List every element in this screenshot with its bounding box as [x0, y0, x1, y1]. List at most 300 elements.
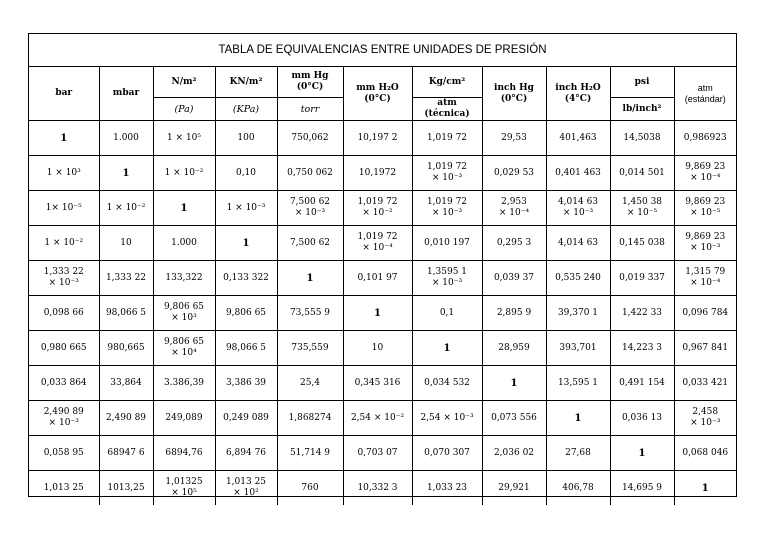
cell-value: 1.000: [171, 237, 197, 248]
table-cell: [674, 121, 736, 156]
cell-value: 2,54 × 10⁻³: [420, 412, 474, 423]
table-cell: [277, 156, 343, 191]
table-cell: [546, 296, 610, 331]
table-cell: [482, 121, 546, 156]
table-row: [29, 436, 736, 471]
cell-value: 1,450 38: [621, 197, 663, 207]
cell-value: 0,036 13: [621, 412, 663, 423]
header-cell: mm Hg (0°C): [277, 67, 343, 98]
cell-value: 0,1: [439, 307, 455, 318]
cell-value: 2,490 89: [105, 412, 147, 423]
cell-value: 1: [306, 272, 314, 284]
table-cell: [546, 121, 610, 156]
cell-value: 4,014 63: [557, 197, 599, 207]
cell-value: 1: [374, 307, 381, 319]
cell-value: 1013,25: [107, 482, 145, 493]
table-row: [29, 401, 736, 436]
cell-value: 0,101 97: [357, 272, 398, 283]
table-cell: [153, 226, 215, 261]
cell-value: 1,315 79: [685, 267, 726, 277]
table-cell: [215, 471, 277, 506]
cell-value: 1,013 25: [225, 477, 267, 487]
cell-value: 9,869 23: [685, 197, 726, 207]
header-subcell: atm (técnica): [412, 98, 482, 121]
cell-value: 1,01325: [165, 477, 203, 487]
cell-exponent: × 10⁻³: [48, 278, 79, 288]
table-cell: [29, 401, 99, 436]
table-cell: [277, 296, 343, 331]
table-cell: [29, 191, 99, 226]
table-cell: [343, 366, 412, 401]
cell-exponent: × 10²: [233, 488, 259, 498]
cell-value: 29,53: [501, 132, 527, 143]
table-cell: [674, 471, 736, 506]
table-cell: [412, 156, 482, 191]
cell-value: 0,967 841: [682, 342, 729, 353]
table-cell: [99, 296, 153, 331]
header-cell: KN/m²: [215, 67, 277, 98]
cell-exponent: × 10³: [171, 313, 197, 323]
cell-value: 0,039 37: [493, 272, 535, 283]
cell-value: 1,333 22: [105, 272, 147, 283]
cell-value: 25,4: [299, 377, 321, 388]
header-label-unit: (estándar): [684, 93, 726, 104]
table-cell: [99, 471, 153, 506]
table-row: [29, 191, 736, 226]
cell-value: 980,665: [107, 342, 145, 353]
header-subcell: lb/inch²: [610, 98, 674, 121]
table-cell: [215, 156, 277, 191]
table-cell: [412, 261, 482, 296]
table-row: [29, 331, 736, 366]
cell-value: 1,033 23: [426, 482, 468, 493]
cell-value: 10: [120, 237, 132, 248]
cell-value: 1,019 72: [426, 162, 468, 172]
cell-value: 1,422 33: [621, 307, 663, 318]
header-cell: Kg/cm²: [412, 67, 482, 98]
table-cell: [610, 471, 674, 506]
cell-value: 68947 6: [107, 447, 145, 458]
table-cell: [674, 436, 736, 471]
header-label: mm H₂O: [356, 82, 399, 93]
table-cell: [546, 401, 610, 436]
cell-value: 2,458: [692, 407, 719, 417]
cell-value: 133,322: [165, 272, 203, 283]
cell-value: 0,033 864: [40, 377, 87, 388]
cell-value: 0,491 154: [619, 377, 665, 388]
table-cell: [215, 121, 277, 156]
table-cell: [153, 471, 215, 506]
table-cell: [153, 121, 215, 156]
table-cell: [29, 436, 99, 471]
cell-exponent: × 10⁻⁴: [690, 173, 721, 183]
cell-value: 0,295 3: [496, 237, 532, 248]
cell-value: 2,895 9: [496, 307, 532, 318]
cell-value: 1,013 25: [43, 482, 84, 493]
equivalence-table: [29, 67, 736, 505]
cell-value: 0,019 337: [619, 272, 665, 283]
cell-value: 100: [237, 132, 255, 143]
cell-exponent: × 10⁻³: [562, 208, 594, 218]
cell-value: 14,695 9: [621, 482, 663, 493]
table-cell: [153, 401, 215, 436]
header-label: bar: [55, 88, 73, 98]
header-label-unit: (4°C): [564, 93, 592, 104]
cell-value: 6894,76: [165, 447, 203, 458]
cell-value: 0,010 197: [424, 237, 470, 248]
table-cell: [546, 261, 610, 296]
table-cell: [412, 121, 482, 156]
cell-value: 1,019 72: [357, 197, 398, 207]
cell-value: 401,463: [559, 132, 597, 143]
header-cell: [99, 67, 153, 121]
table-cell: [610, 401, 674, 436]
table-cell: [343, 226, 412, 261]
cell-value: 0,980 665: [40, 342, 87, 353]
cell-value: 1,019 72: [426, 197, 468, 207]
cell-value: 0,096 784: [682, 307, 729, 318]
cell-value: 1: [443, 342, 451, 354]
header-row-units: [29, 67, 736, 98]
table-cell: [412, 226, 482, 261]
cell-value: 1 × 10⁵: [166, 132, 202, 143]
table-cell: [343, 156, 412, 191]
table-cell: [482, 471, 546, 506]
cell-value: 7,500 62: [289, 237, 331, 248]
table-cell: [99, 156, 153, 191]
cell-value: 249,089: [165, 412, 203, 423]
cell-value: 10,332 3: [357, 482, 398, 493]
cell-value: 0,401 463: [555, 167, 601, 178]
cell-value: 1,333 22: [43, 267, 84, 277]
cell-value: 1 × 10⁻³: [226, 202, 266, 213]
table-cell: [215, 261, 277, 296]
table-cell: [277, 261, 343, 296]
table-cell: [29, 331, 99, 366]
table-cell: [215, 331, 277, 366]
cell-value: 13,595 1: [557, 377, 599, 388]
cell-value: 1: [701, 482, 709, 494]
table-cell: [674, 261, 736, 296]
table-cell: [153, 156, 215, 191]
table-body: [29, 67, 736, 505]
table-row: [29, 121, 736, 156]
table-cell: [215, 226, 277, 261]
table-cell: [29, 156, 99, 191]
cell-value: 0,033 421: [682, 377, 729, 388]
table-cell: [482, 366, 546, 401]
table-cell: [29, 121, 99, 156]
table-cell: [99, 121, 153, 156]
header-label-unit: (0°C): [500, 93, 528, 104]
table-cell: [610, 366, 674, 401]
cell-value: 0,10: [235, 167, 257, 178]
table-cell: [343, 331, 412, 366]
table-cell: [674, 156, 736, 191]
cell-value: 0,034 532: [424, 377, 470, 388]
cell-value: 1,3595 1: [426, 267, 468, 277]
cell-value: 9,869 23: [685, 162, 726, 172]
cell-value: 1: [60, 132, 68, 144]
table-cell: [412, 436, 482, 471]
table-cell: [546, 366, 610, 401]
cell-value: 1,868274: [288, 412, 332, 423]
cell-exponent: × 10⁻⁴: [498, 208, 530, 218]
table-cell: [412, 401, 482, 436]
table-cell: [674, 401, 736, 436]
cell-value: 73,555 9: [289, 307, 331, 318]
cell-value: 27,68: [565, 447, 591, 458]
cell-exponent: × 10⁻⁵: [690, 208, 721, 218]
cell-value: 760: [301, 482, 319, 493]
cell-exponent: × 10⁻³: [431, 278, 463, 288]
table-cell: [343, 261, 412, 296]
table-cell: [674, 226, 736, 261]
cell-value: 0,014 501: [619, 167, 665, 178]
table-cell: [277, 471, 343, 506]
table-cell: [29, 471, 99, 506]
table-cell: [674, 331, 736, 366]
table-cell: [482, 436, 546, 471]
table-title: TABLA DE EQUIVALENCIAS ENTRE UNIDADES DE PRESIÓN: [29, 34, 736, 67]
cell-value: 1: [180, 202, 188, 214]
cell-exponent: × 10⁻³: [690, 418, 721, 428]
cell-value: 6,894 76: [225, 447, 267, 458]
cell-value: 9,869 23: [685, 232, 726, 242]
cell-value: 0,070 307: [424, 447, 470, 458]
table-cell: [29, 296, 99, 331]
cell-value: 1,019 72: [357, 232, 398, 242]
cell-value: 2,953: [501, 197, 527, 207]
table-cell: [674, 366, 736, 401]
cell-value: 2,490 89: [43, 407, 84, 417]
table-row: [29, 366, 736, 401]
cell-value: 1: [242, 237, 250, 249]
cell-value: 10,197 2: [357, 132, 398, 143]
cell-value: 51,714 9: [289, 447, 331, 458]
table-cell: [277, 331, 343, 366]
cell-value: 3,386 39: [225, 377, 267, 388]
cell-value: 406,78: [562, 482, 594, 493]
header-cell: [546, 67, 610, 121]
table-cell: [412, 471, 482, 506]
cell-exponent: × 10⁻³: [431, 208, 463, 218]
table-cell: [215, 191, 277, 226]
table-cell: [546, 226, 610, 261]
table-cell: [29, 366, 99, 401]
table-cell: [99, 191, 153, 226]
header-cell: N/m²: [153, 67, 215, 98]
table-cell: [215, 436, 277, 471]
cell-value: 0,750 062: [287, 167, 333, 178]
table-cell: [99, 436, 153, 471]
cell-value: 98,066 5: [105, 307, 147, 318]
cell-value: 9,806 65: [163, 302, 205, 312]
cell-value: 98,066 5: [225, 342, 267, 353]
table-cell: [482, 331, 546, 366]
header-subcell: (Pa): [153, 98, 215, 121]
table-cell: [412, 366, 482, 401]
cell-value: 0,703 07: [357, 447, 398, 458]
table-cell: [277, 366, 343, 401]
table-cell: [277, 436, 343, 471]
cell-exponent: × 10⁻⁴: [690, 278, 721, 288]
table-cell: [546, 191, 610, 226]
cell-exponent: × 10⁵: [171, 488, 197, 498]
cell-exponent: × 10⁻³: [48, 418, 79, 428]
table-cell: [153, 191, 215, 226]
cell-value: 1: [122, 167, 130, 179]
table-row: [29, 471, 736, 506]
table-cell: [610, 226, 674, 261]
header-cell: [29, 67, 99, 121]
table-cell: [674, 191, 736, 226]
table-cell: [674, 296, 736, 331]
table-cell: [610, 436, 674, 471]
table-cell: [482, 296, 546, 331]
table-cell: [343, 121, 412, 156]
header-cell: psi: [610, 67, 674, 98]
table-cell: [277, 191, 343, 226]
table-cell: [99, 366, 153, 401]
cell-exponent: × 10⁻²: [362, 208, 393, 218]
cell-value: 0,058 95: [43, 447, 84, 458]
table-cell: [343, 191, 412, 226]
table-cell: [482, 261, 546, 296]
cell-value: 0,535 240: [555, 272, 601, 283]
header-subcell: torr: [277, 98, 343, 121]
header-label: inch H₂O: [555, 82, 601, 93]
cell-value: 0,249 089: [223, 412, 269, 423]
cell-value: 1 × 10⁻²: [164, 167, 204, 178]
cell-value: 3.386,39: [163, 377, 205, 388]
cell-exponent: × 10⁴: [171, 348, 197, 358]
cell-value: 2,54 × 10⁻²: [350, 412, 405, 423]
table-cell: [29, 226, 99, 261]
table-cell: [610, 156, 674, 191]
table-cell: [546, 331, 610, 366]
table-cell: [546, 436, 610, 471]
cell-value: 0,073 556: [491, 412, 537, 423]
table-row: [29, 226, 736, 261]
table-cell: [482, 401, 546, 436]
cell-value: 10,1972: [358, 167, 397, 178]
cell-value: 7,500 62: [289, 197, 331, 207]
cell-value: 1 × 10³: [46, 167, 81, 178]
cell-exponent: × 10⁻³: [431, 173, 463, 183]
cell-value: 9,806 65: [225, 307, 267, 318]
cell-value: 0,029 53: [493, 167, 535, 178]
cell-value: 1: [638, 447, 646, 459]
table-cell: [412, 331, 482, 366]
table-cell: [610, 296, 674, 331]
table-cell: [343, 471, 412, 506]
table-cell: [215, 366, 277, 401]
table-cell: [153, 296, 215, 331]
cell-value: 735,559: [291, 342, 329, 353]
cell-value: 750,062: [291, 132, 329, 143]
table-cell: [546, 471, 610, 506]
table-cell: [412, 296, 482, 331]
table-cell: [99, 226, 153, 261]
cell-value: 28,959: [498, 342, 530, 353]
table-cell: [610, 261, 674, 296]
cell-value: 1.000: [113, 132, 139, 143]
table-cell: [153, 331, 215, 366]
table-cell: [153, 261, 215, 296]
cell-value: 1 × 10⁻²: [44, 237, 84, 248]
table-cell: [412, 191, 482, 226]
cell-value: 4,014 63: [557, 237, 599, 248]
cell-value: 14,223 3: [621, 342, 663, 353]
cell-value: 33,864: [110, 377, 142, 388]
table-cell: [610, 191, 674, 226]
cell-exponent: × 10⁻³: [294, 208, 326, 218]
table-cell: [546, 156, 610, 191]
cell-value: 39,370 1: [557, 307, 599, 318]
cell-value: 9,806 65: [163, 337, 205, 347]
cell-value: 1,019 72: [426, 132, 468, 143]
table-cell: [99, 331, 153, 366]
header-cell: [482, 67, 546, 121]
cell-exponent: × 10⁻⁴: [362, 243, 393, 253]
cell-value: 10: [371, 342, 384, 353]
table-cell: [215, 401, 277, 436]
table-cell: [153, 366, 215, 401]
table-row: [29, 296, 736, 331]
cell-value: 1 × 10⁻²: [106, 202, 146, 213]
table-cell: [215, 296, 277, 331]
table-cell: [482, 156, 546, 191]
header-cell: [674, 67, 736, 121]
header-subcell: (KPa): [215, 98, 277, 121]
cell-value: 14,5038: [623, 132, 661, 143]
table-cell: [610, 331, 674, 366]
table-cell: [99, 401, 153, 436]
table-cell: [29, 261, 99, 296]
cell-value: 0,345 316: [354, 377, 401, 388]
table-cell: [343, 436, 412, 471]
table-cell: [482, 191, 546, 226]
table-cell: [343, 401, 412, 436]
header-label: mbar: [112, 88, 140, 98]
cell-value: 0,068 046: [682, 447, 729, 458]
cell-value: 1: [574, 412, 582, 424]
header-cell: [343, 67, 412, 121]
cell-value: 2,036 02: [493, 447, 535, 458]
header-label-unit: (0°C): [364, 93, 391, 104]
cell-value: 1: [510, 377, 518, 389]
cell-value: 0,986923: [683, 132, 727, 143]
cell-exponent: × 10⁻³: [690, 243, 721, 253]
table-cell: [277, 121, 343, 156]
table-cell: [277, 401, 343, 436]
header-label: atm: [697, 82, 713, 93]
table-cell: [99, 261, 153, 296]
table-cell: [277, 226, 343, 261]
cell-value: 1× 10⁻⁵: [45, 202, 82, 213]
table-cell: [482, 226, 546, 261]
table-row: [29, 261, 736, 296]
table-cell: [343, 296, 412, 331]
table-cell: [610, 121, 674, 156]
header-label: inch Hg: [494, 82, 534, 93]
cell-value: 29,921: [498, 482, 530, 493]
cell-value: 0,145 038: [619, 237, 665, 248]
cell-value: 0,098 66: [43, 307, 84, 318]
cell-value: 393,701: [559, 342, 597, 353]
pressure-table-frame: [28, 33, 737, 497]
